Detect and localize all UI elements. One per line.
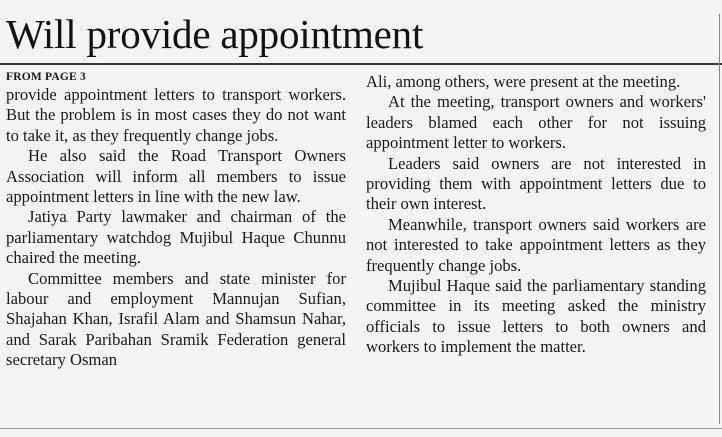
article-headline: Will provide appointment — [6, 11, 424, 57]
paragraph: He also said the Road Transport Owners Association will inform all members to issue appointment letters in line with the new law. — [6, 146, 346, 207]
paragraph-continued: provide appointment letters to transport workers. But the problem is in most cases they do not want to take it, as they frequently change jobs. — [6, 85, 346, 145]
paragraph: At the meeting, transport owners and workers' leaders blamed each other for not issuing appointment letter to workers. — [366, 92, 706, 153]
paragraph: Committee members and state minister for labour and employment Mannujan Sufian, Shajahan Khan, Israfil Alam and Shamsun Nahar, and Sarak Paribahan Sramik Federation general secretary Osman — [6, 268, 346, 370]
continuation-kicker: FROM PAGE 3 — [6, 71, 86, 83]
paragraph: Leaders said owners are not interested in providing them with appointment letters due to their own interest. — [366, 153, 706, 214]
clipping-edge-rule — [719, 14, 720, 424]
headline-rule — [0, 63, 722, 65]
clipping-bottom-rule — [0, 428, 722, 429]
paragraph: Meanwhile, transport owners said workers are not interested to take appointment letters as they frequently change jobs. — [366, 214, 706, 275]
article-column-left — [6, 70, 346, 371]
paragraph: Jatiya Party lawmaker and chairman of the parliamentary watchdog Mujibul Haque Chunnu chaired the meeting. — [6, 207, 346, 268]
paragraph: Mujibul Haque said the parliamentary standing committee in its meeting asked the ministry officials to issue letters to both owners and workers to implement the matter. — [366, 276, 706, 357]
article-column-right — [366, 72, 706, 358]
paragraph-continued: Ali, among others, were present at the meeting. — [366, 72, 681, 91]
